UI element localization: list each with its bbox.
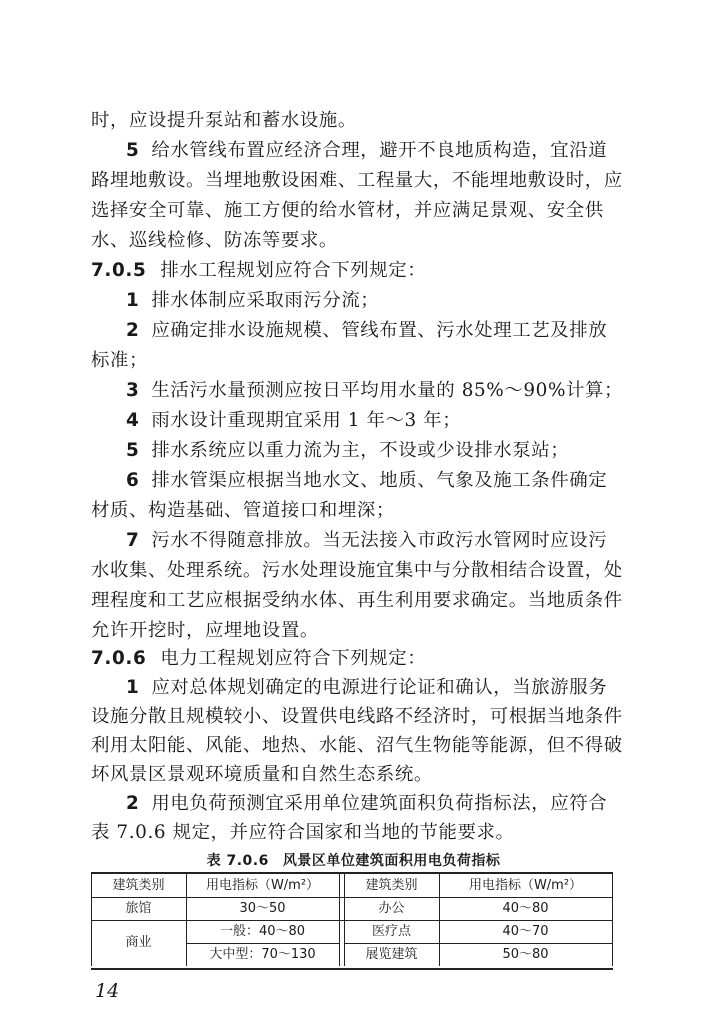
power-item-1-line-2: 设施分散且规模较小、设置供电线路不经济时，可根据当地条件 [91,706,623,727]
drain-item-7-line-4: 允许开挖时，应埋地设置。 [91,620,319,641]
header-power-index-left: 用电指标（W/m²） [205,878,320,893]
drain-item-7-line-3: 理程度和工艺应根据受纳水体、再生利用要求确定。当地质条件 [91,590,623,611]
cell-hotel: 旅馆 [125,901,152,916]
drain-item-6-line-2: 材质、构造基础、管道接口和埋深； [91,500,395,521]
item-number: 2 [126,320,140,341]
item-5-line-2: 路埋地敷设。当埋地敷设困难、工程量大，不能埋地敷设时，应 [91,170,623,191]
power-item-1-line-1 [126,675,621,701]
clause-number: 7.0.5 [91,260,147,281]
table-caption [0,850,707,870]
drain-item-1 [126,288,621,314]
power-item-2-line-1 [126,791,621,817]
item-text: 应对总体规划确定的电源进行论证和确认，当旅游服务 [151,677,608,698]
power-item-2-line-2: 表 7.0.6 规定，并应符合国家和当地的节能要求。 [91,822,515,843]
header-building-type-right: 建筑类别 [365,878,418,893]
header-power-index-right: 用电指标（W/m²） [468,878,583,893]
drain-item-7-line-2: 水收集、处理系统。污水处理设施宜集中与分散相结合设置，处 [91,560,623,581]
page-number: 14 [95,980,120,1002]
drain-item-5 [126,438,621,464]
item-text: 应确定排水设施规模、管线布置、污水处理工艺及排放 [151,320,608,341]
item-text: 排水体制应采取雨污分流； [151,290,380,311]
clause-number: 7.0.6 [91,648,147,669]
power-item-1-line-3: 利用太阳能、风能、地热、水能、沼气生物能等能源，但不得破 [91,735,623,756]
drain-item-6-line-1 [126,468,621,494]
item-number: 4 [126,410,140,431]
item-5-line-4: 水、巡线检修、防冻等要求。 [91,230,338,251]
item-number: 6 [126,470,140,491]
item-text: 雨水设计重现期宜采用 1 年～3 年； [151,410,462,431]
cell-commercial-large: 大中型：70～130 [209,947,316,962]
item-number: 1 [126,290,140,311]
drain-item-4 [126,408,621,434]
item-number: 5 [126,440,140,461]
cell-office-index: 40～80 [502,901,549,916]
cell-clinic: 医疗点 [371,924,411,939]
header-building-type-left: 建筑类别 [112,878,165,893]
paragraph-line: 时，应设提升泵站和蓄水设施。 [91,110,357,131]
power-load-table [91,872,616,969]
item-number: 2 [126,793,140,814]
item-text: 排水管渠应根据当地水文、地质、气象及施工条件确定 [151,470,608,491]
cell-office: 办公 [378,901,405,916]
cell-exhibition-index: 50～80 [502,947,549,962]
cell-exhibition: 展览建筑 [365,947,418,962]
cell-commercial-general: 一般：40～80 [219,924,306,939]
item-text: 生活污水量预测应按日平均用水量的 85%～90%计算； [151,380,624,401]
item-text: 污水不得随意排放。当无法接入市政污水管网时应设污 [151,530,608,551]
drain-item-2-line-2: 标准； [91,350,148,371]
table-title: 风景区单位建筑面积用电负荷指标 [282,853,501,869]
clause-7-0-5 [91,258,621,284]
item-number: 1 [126,677,140,698]
drain-item-7-line-1 [126,528,621,554]
power-item-1-line-4: 坏风景区景观环境质量和自然生态系统。 [91,764,433,785]
drain-item-2-line-1 [126,318,621,344]
item-text: 用电负荷预测宜采用单位建筑面积负荷指标法，应符合 [151,793,608,814]
item-number: 7 [126,530,140,551]
cell-clinic-index: 40～70 [502,924,549,939]
cell-commercial: 商业 [125,935,152,950]
cell-hotel-index: 30～50 [239,901,286,916]
clause-text: 排水工程规划应符合下列规定： [160,260,427,281]
item-number: 3 [126,380,140,401]
clause-7-0-6 [91,646,621,672]
item-text: 排水系统应以重力流为主，不设或少设排水泵站； [151,440,570,461]
drain-item-3 [126,378,624,404]
item-number: 5 [126,140,140,161]
item-5-line-3: 选择安全可靠、施工方便的给水管材，并应满足景观、安全供 [91,200,604,221]
clause-text: 电力工程规划应符合下列规定： [160,648,427,669]
table-number: 表 7.0.6 [206,853,269,869]
item-text: 给水管线布置应经济合理，避开不良地质构造，宜沿道 [151,140,608,161]
item-5-line-1 [126,138,621,164]
